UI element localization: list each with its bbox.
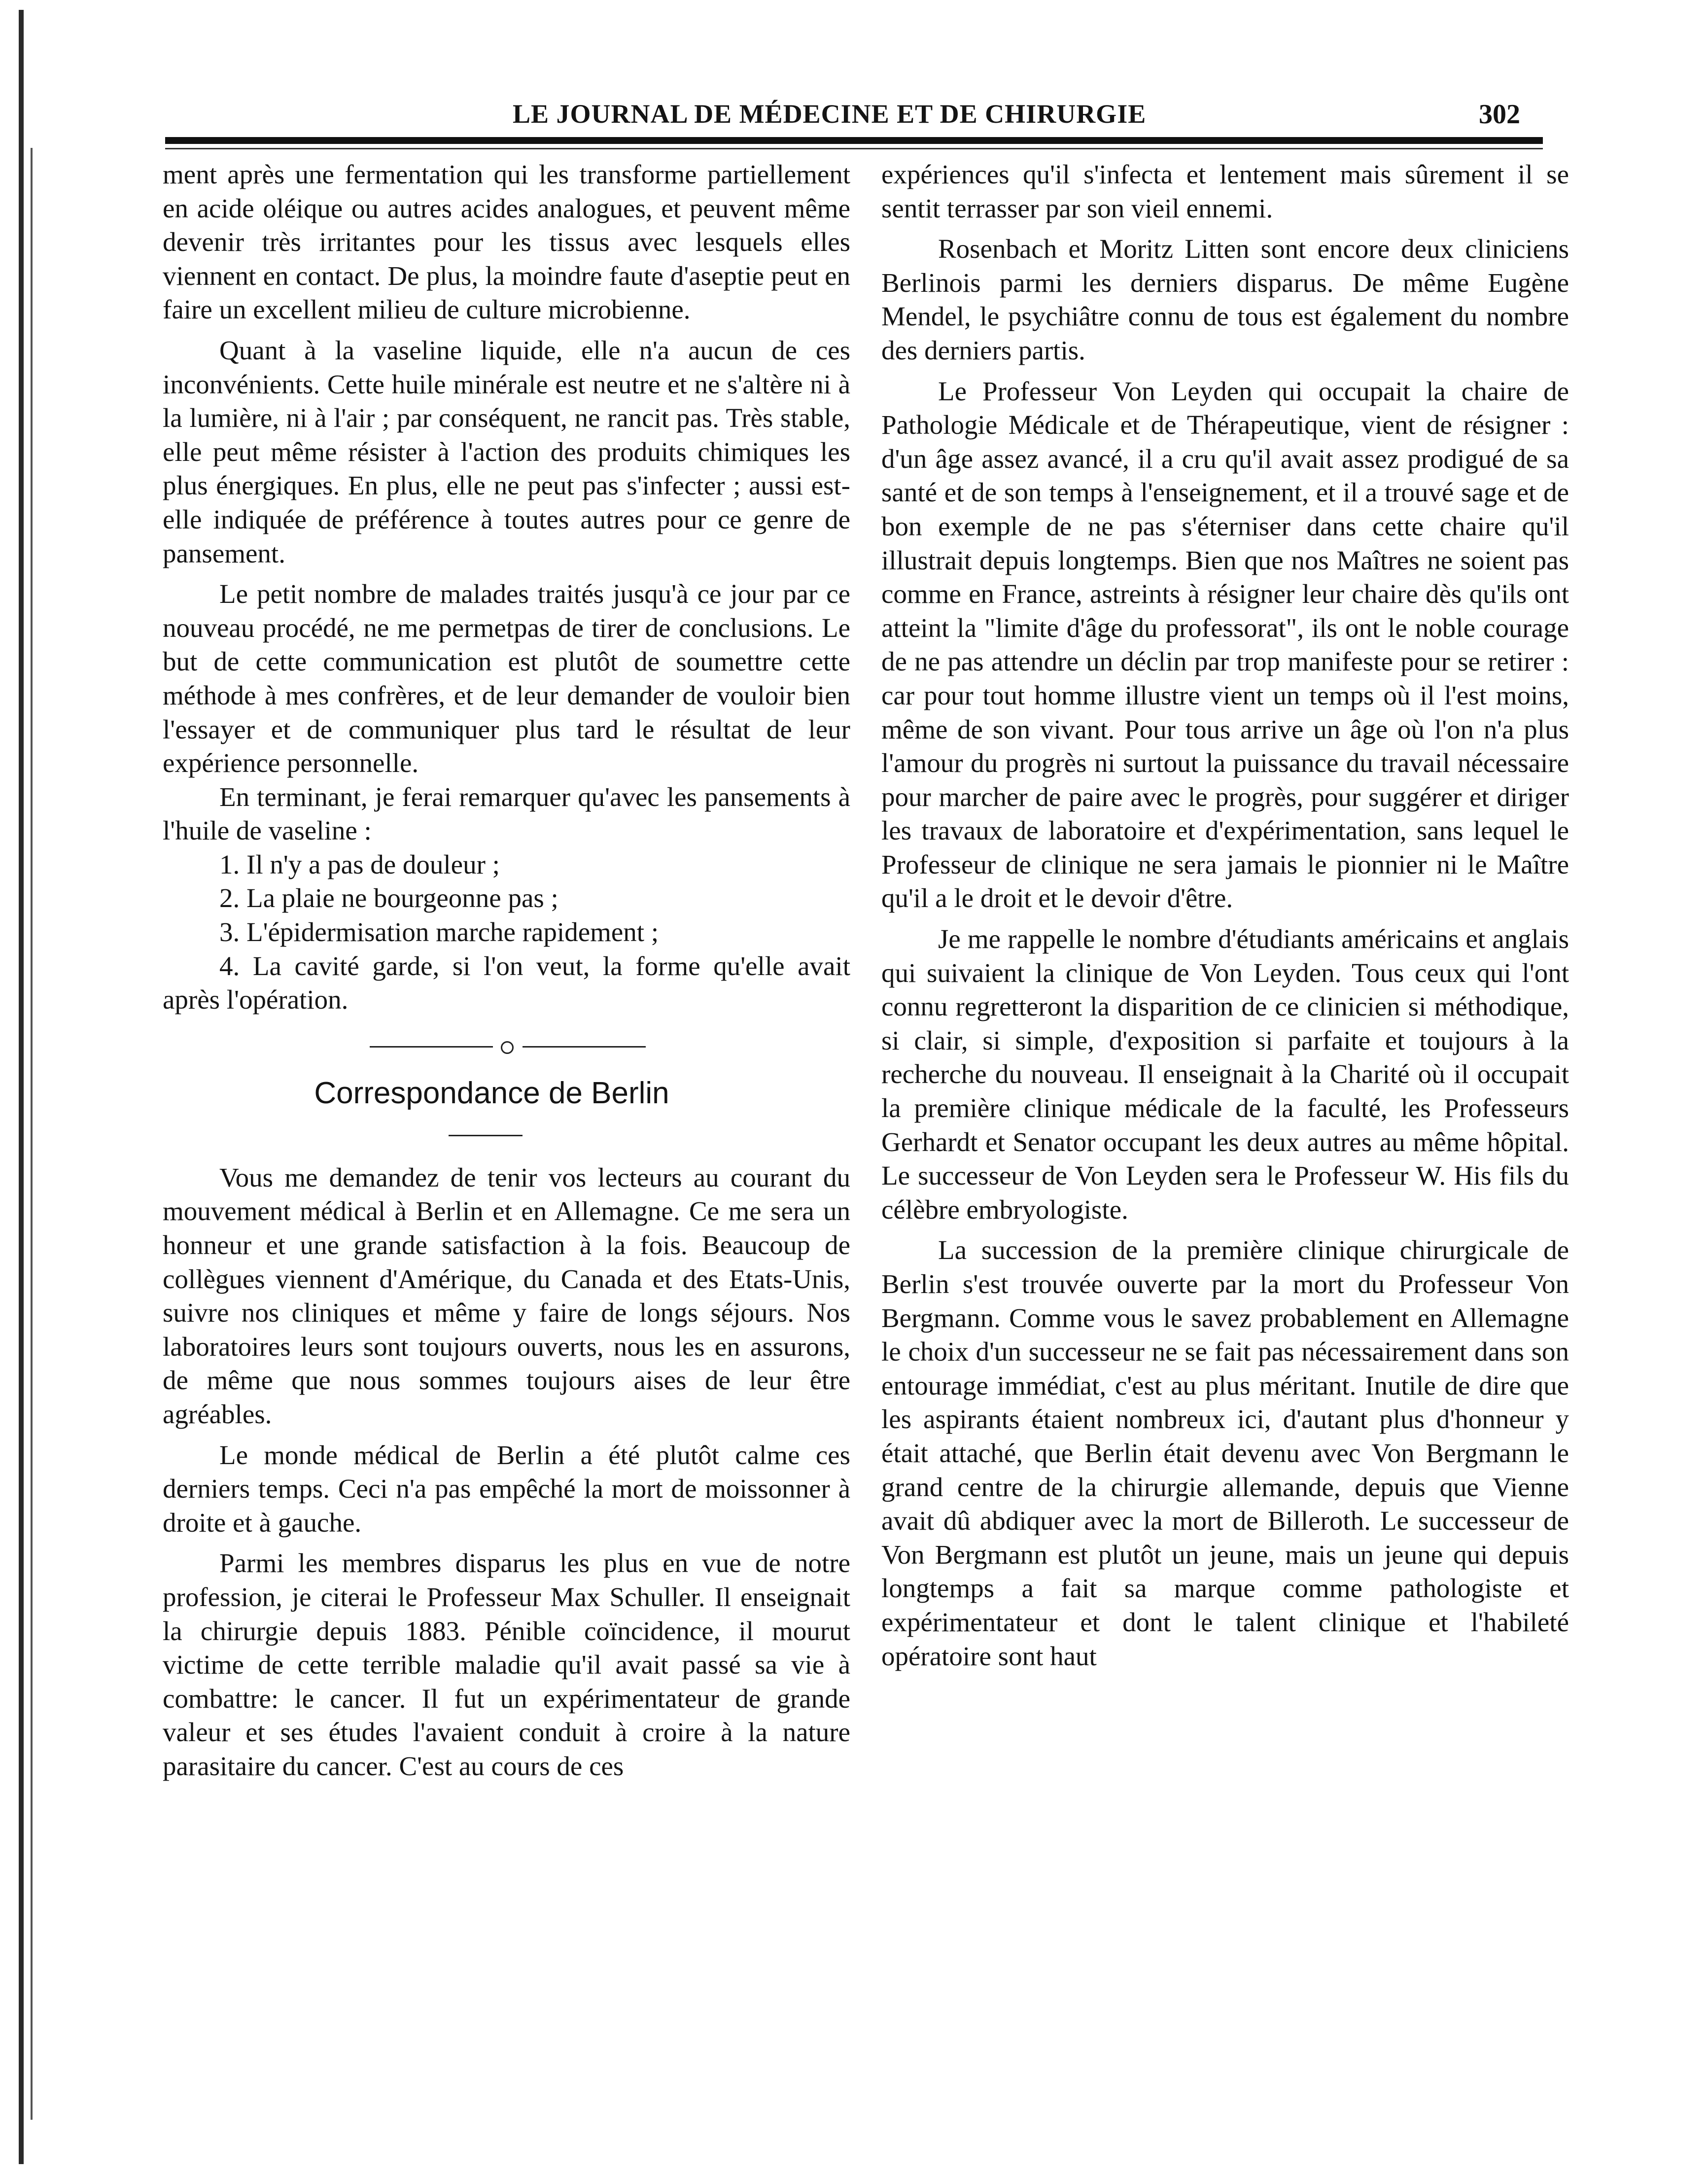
paragraph: La succession de la première clinique chirurgicale de Berlin s'est trouvée ouverte par la mort du Professeur Von Bergmann. Comme vous le savez probablement en Allemagne le choix d'un successeur ne se fait pas nécessairement dans son entourage immédiat, c'est au plus méritant. Inutile de dire que les aspirants étaient nombreux ici, d'autant plus d'honneur y était attaché, que Berlin était devenu avec Von Bergmann le grand centre de la chirurgie allemande, depuis que Vienne avait dû abdiquer avec la mort de Billeroth. Le successeur de Von Bergmann est plutôt un jeune, mais un jeune qui depuis longtemps a fait sa marque comme pathologiste et expérimentateur et dont le talent clinique et l'habileté opératoire sont haut (881, 1235, 1569, 1671)
paragraph: Rosenbach et Moritz Litten sont encore deux cliniciens Berlinois parmi les derniers disparus. De même Eugène Mendel, le psychiâtre connu de tous est également du nombre des derniers partis. (881, 234, 1569, 365)
paragraph: En terminant, je ferai remarquer qu'avec les pansements à l'huile de vaseline : (163, 781, 850, 846)
list-item: 1. Il n'y a pas de douleur ; (219, 849, 500, 879)
header-rule (165, 137, 1543, 144)
page-binding-edge (19, 10, 24, 2164)
divider-circle (501, 1041, 514, 1054)
divider-line-left (370, 1046, 493, 1048)
paragraph: expériences qu'il s'infecta et lentement mais sûrement il se sentit terrasser par son vieil ennemi. (881, 159, 1569, 223)
paragraph: Parmi les membres disparus les plus en vue de notre profession, je citerai le Professeur Max Schuller. Il enseignait la chirurgie depuis 1883. Pénible coïncidence, il mourut victime de cette terrible maladie qu'il avait passé sa vie à combattre: le cancer. Il fut un expérimentateur de grande valeur et ses études l'avaient conduit à croire à la nature parasitaire du cancer. C'est au cours de ces (163, 1548, 850, 1781)
paragraph: Le Professeur Von Leyden qui occupait la chaire de Pathologie Médicale et de Thérapeutique, vient de résigner : d'un âge assez avancé, il a cru qu'il avait assez prodigué de sa santé et de son temps à l'enseignement, et il a trouvé sage et de bon exemple de ne pas s'éterniser dans cette chaire qu'il illustrait depuis longtemps. Bien que nos Maîtres ne soient pas comme en France, astreints à résigner leur chaire dès qu'ils ont atteint la "limite d'âge du professorat", ils ont le noble courage de ne pas attendre un déclin par trop manifeste pour se retirer : car pour tout homme illustre vient un temps où il l'est moins, même de son vivant. Pour tous arrive un âge où l'on n'a plus l'amour du progrès ni surtout la puissance du travail nécessaire pour marcher de paire avec le progrès, pour suggérer et diriger les travaux de laboratoire et d'expérimentation, sans lequel le Professeur de clinique ne sera jamais le pionnier ni le Maître qu'il a le droit et le devoir d'être. (881, 376, 1569, 913)
paragraph: Vous me demandez de tenir vos lecteurs au courant du mouvement médical à Berlin et en Allemagne. Ce me sera un honneur et une grande satisfaction à la fois. Beaucoup de collègues viennent d'Amérique, du Canada et des Etats-Unis, suivre nos cliniques et même y faire de longs séjours. Nos laboratoires leurs sont toujours ouverts, nous les en assurons, de même que nous sommes toujours aises de leur être agréables. (163, 1162, 850, 1429)
paragraph: Quant à la vaseline liquide, elle n'a aucun de ces inconvénients. Cette huile minérale est neutre et ne s'altère ni à la lumière, ni à l'air ; par conséquent, ne rancit pas. Très stable, elle peut même résister à l'action des produits chimiques les plus énergiques. En plus, elle ne peut pas s'infecter ; aussi est-elle indiquée de préférence à toutes autres pour ce genre de pansement. (163, 335, 850, 568)
list-item: 4. La cavité garde, si l'on veut, la forme qu'elle avait après l'opération. (163, 950, 850, 1015)
page-binding-shadow (31, 148, 33, 2120)
section-divider-ornament (370, 1039, 646, 1054)
section-title: Correspondance de Berlin (314, 1076, 669, 1110)
left-column (163, 158, 850, 1784)
journal-running-head: LE JOURNAL DE MÉDECINE ET DE CHIRURGIE (513, 99, 1147, 129)
list-item: 3. L'épidermisation marche rapidement ; (219, 917, 659, 947)
right-column (881, 158, 1569, 1673)
paragraph: Le monde médical de Berlin a été plutôt calme ces derniers temps. Ceci n'a pas empêché la mort de moissonner à droite et à gauche. (163, 1439, 850, 1538)
list-item: 2. La plaie ne bourgeonne pas ; (219, 883, 558, 913)
divider-line-right (523, 1046, 646, 1048)
paragraph: Je me rappelle le nombre d'étudiants américains et anglais qui suivaient la clinique de Von Leyden. Tous ceux qui l'ont connu regretteront la disparition de ce clinicien si méthodique, si clair, si simple, d'exposition si parfaite et toujours à la recherche du nouveau. Il enseignait à la Charité où il occupait la première clinique médicale de la faculté, les Professeurs Gerhardt et Senator occupant les deux autres au même hôpital. Le successeur de Von Leyden sera le Professeur W. His fils du célèbre embryologiste. (881, 924, 1569, 1225)
section-title-rule (449, 1135, 523, 1136)
paragraph: Le petit nombre de malades traités jusqu'à ce jour par ce nouveau procédé, ne me permetpas de tirer de conclusions. Le but de cette communication est plutôt de soumettre cette méthode à mes confrères, et de leur demander de vouloir bien l'essayer et de communiquer plus tard le résultat de leur expérience personnelle. (163, 579, 850, 778)
header-rule-thin (165, 148, 1543, 149)
paragraph: ment après une fermentation qui les transforme partiellement en acide oléique ou autres acides analogues, et peuvent même devenir très irritantes pour les tissus avec lesquels elles viennent en contact. De plus, la moindre faute d'aseptie peut en faire un excellent milieu de culture microbienne. (163, 159, 850, 325)
page-number: 302 (1479, 99, 1520, 130)
